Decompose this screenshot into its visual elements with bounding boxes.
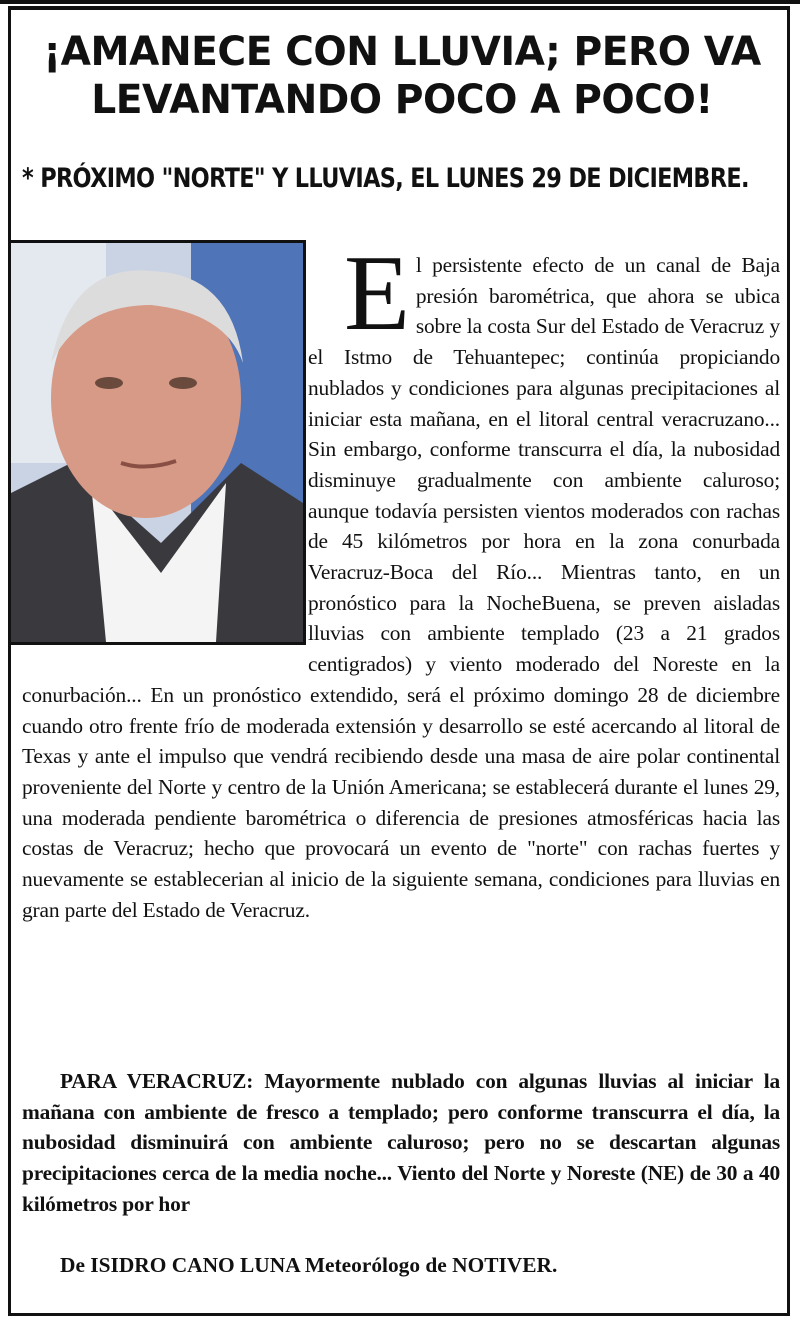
headline: ¡AMANECE CON LLUVIA; PERO VA LEVANTANDO POCO A POCO! <box>43 29 761 123</box>
article-body <box>22 234 780 925</box>
body-text: l persistente efecto de un canal de Baja presión barométrica, que ahora se ubica sobre la costa Sur del Estado de Veracruz y el Istmo de Tehuantepec; continúa propiciando nublados y condiciones para algunas precipitaciones al iniciar esta mañana, en el litoral central veracruzano... Sin embargo, conforme transcurra el día, la nubosidad disminuye gradualmente con ambiente caluroso; aunque todavía persisten vientos moderados con rachas de 45 kilómetros por hora en la zona conurbada Veracruz-Boca del Río... Mientras tanto, en un pronóstico para la NocheBuena, se preven aisladas lluvias con ambiente templado (23 a 21 grados centigrados) y viento moderado del Noreste en la conurbación... En un pronóstico extendido, será el próximo domingo 28 de diciembre cuando otro frente frío de moderada extensión y desarrollo se esté acercando al litoral de Texas y ante el impulso que vendrá recibiendo desde una masa de aire polar continental proveniente del Norte y centro de la Unión Americana; se establecerá durante el lunes 29, una moderada pendiente barométrica o diferencia de presiones atmosféricas hacia las costas de Veracruz; hecho que provocará un evento de "norte" con rachas fuertes y nuevamente se establecerian al inicio de la siguiente semana, condiciones para lluvias en gran parte del Estado de Veracruz. <box>22 253 780 922</box>
subheadline: * PRÓXIMO "NORTE" Y LLUVIAS, EL LUNES 29 DE DICIEMBRE. <box>22 163 749 194</box>
drop-cap: E <box>344 234 410 353</box>
photo-wrap-space <box>6 250 306 650</box>
veracruz-forecast: PARA VERACRUZ: Mayormente nublado con algunas lluvias al iniciar la mañana con ambiente de fresco a templado; pero conforme transcurra el día, la nubosidad disminuirá con ambiente caluroso; pero no se descartan algunas precipitaciones cerca de la media noche... Viento del Norte y Noreste (NE) de 30 a 40 kilómetros por hor <box>22 1069 780 1216</box>
top-rule <box>0 0 800 4</box>
author-signature: De ISIDRO CANO LUNA Meteorólogo de NOTIVER. <box>60 1253 558 1277</box>
